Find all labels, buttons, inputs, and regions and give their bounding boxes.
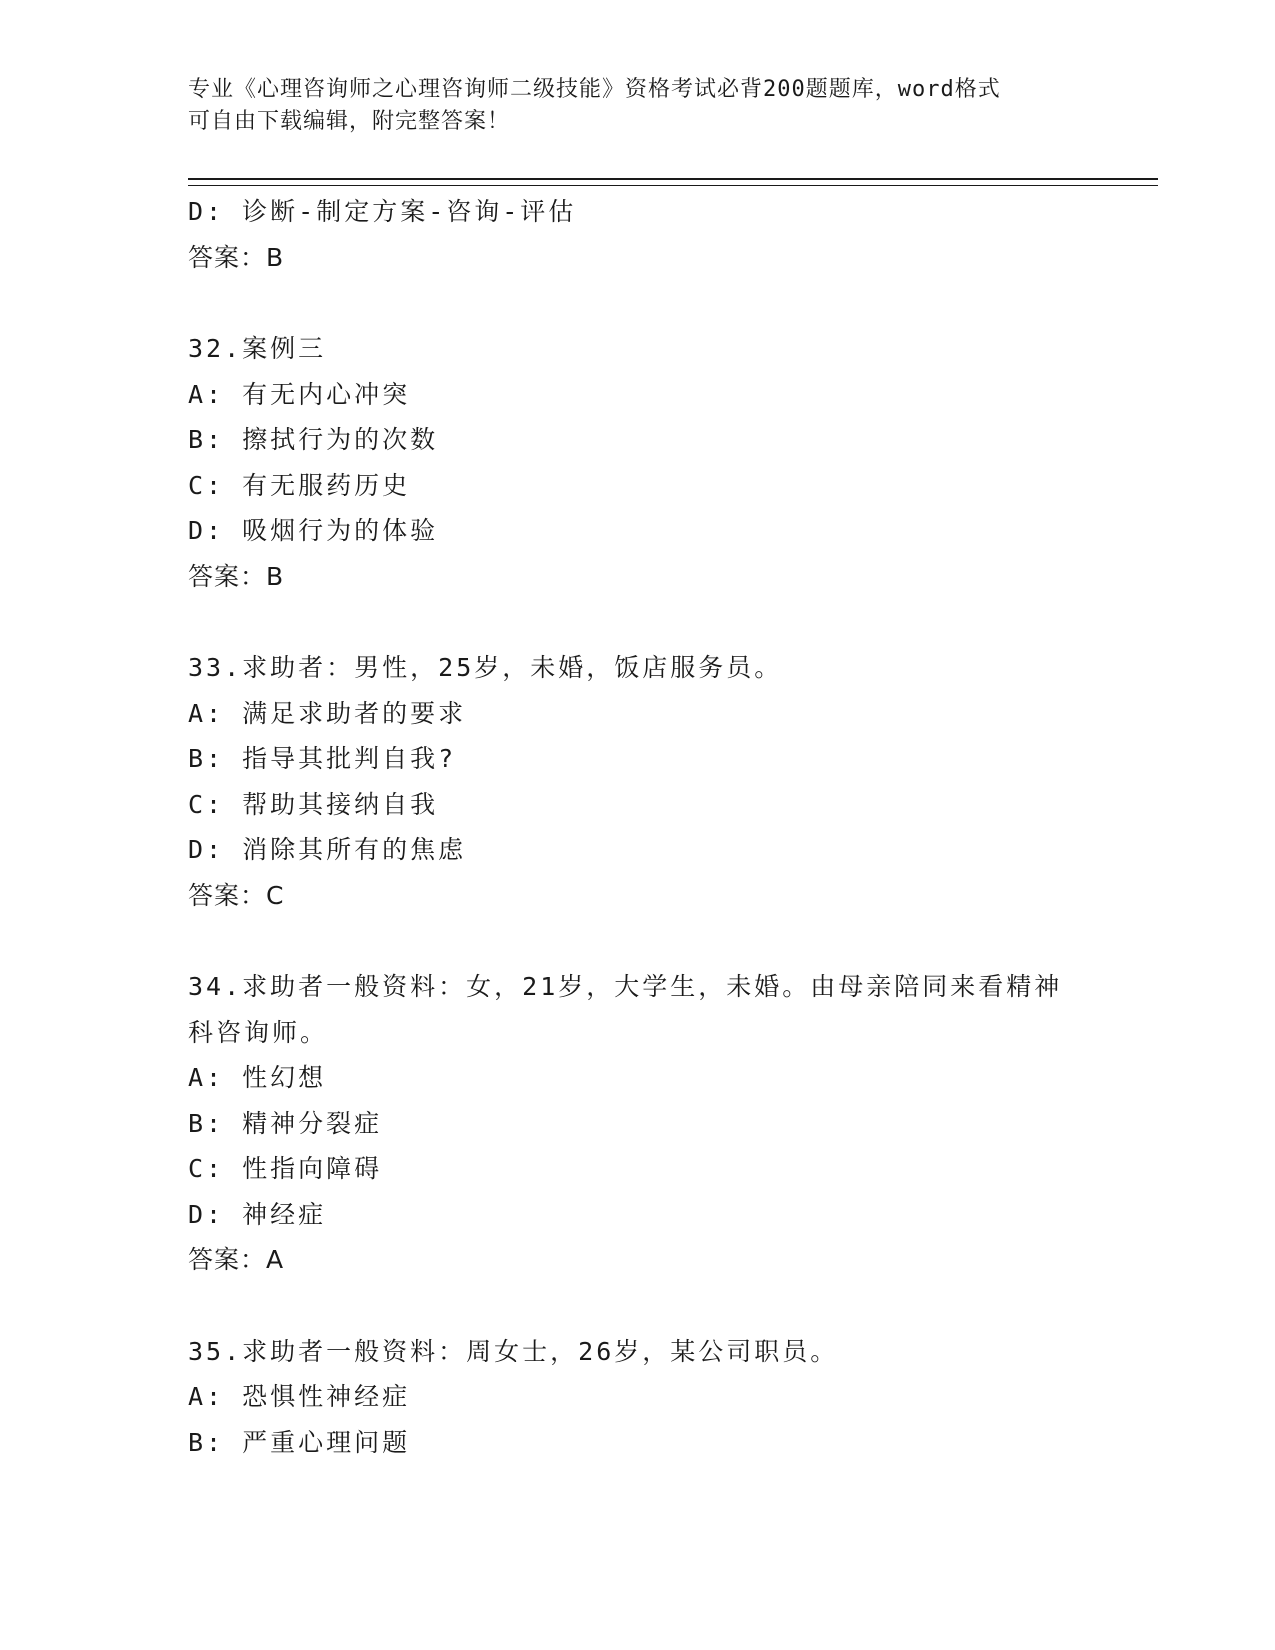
- header-divider: [188, 178, 1158, 186]
- option-c: C: 性指向障碍: [188, 1154, 383, 1183]
- option-a: A: 有无内心冲突: [188, 379, 411, 409]
- question-stem: 35.求助者一般资料：周女士，26岁，某公司职员。: [188, 1336, 839, 1366]
- option-b: B: 精神分裂症: [188, 1108, 383, 1138]
- question-stem: 32.案例三: [188, 334, 327, 363]
- answer-line: 答案：C: [188, 880, 285, 910]
- option-d: D: 吸烟行为的体验: [188, 516, 439, 545]
- question-34: [188, 964, 1088, 1283]
- answer-line: 答案：A: [188, 1245, 285, 1274]
- option-a: A: 性幻想: [188, 1063, 327, 1092]
- spacer: [188, 599, 1088, 645]
- spacer: [188, 1283, 1088, 1329]
- answer-line: 答案：B: [188, 561, 285, 591]
- option-d: D: 诊断-制定方案-咨询-评估: [188, 197, 577, 226]
- option-d: D: 消除其所有的焦虑: [188, 835, 467, 864]
- header-line-2: 可自由下载编辑，附完整答案！: [188, 109, 511, 134]
- question-list: [188, 189, 1088, 1465]
- header-line-1: 专业《心理咨询师之心理咨询师二级技能》资格考试必背200题题库，word格式: [188, 77, 1001, 102]
- question-stem-line-2: 科咨询师。: [188, 1017, 329, 1047]
- question-32: [188, 326, 1088, 599]
- option-b: B: 指导其批判自我?: [188, 744, 457, 773]
- answer-line: 答案：B: [188, 242, 285, 272]
- question-stem: 33.求助者：男性，25岁，未婚，饭店服务员。: [188, 653, 783, 682]
- spacer: [188, 918, 1088, 964]
- document-header: [188, 74, 1088, 138]
- option-b: B: 严重心理问题: [188, 1427, 411, 1457]
- option-d: D: 神经症: [188, 1199, 327, 1229]
- option-b: B: 擦拭行为的次数: [188, 425, 439, 454]
- question-33: [188, 645, 1088, 918]
- option-c: C: 帮助其接纳自我: [188, 789, 439, 819]
- spacer: [188, 280, 1088, 326]
- question-35: [188, 1329, 1088, 1466]
- option-a: A: 满足求助者的要求: [188, 698, 467, 728]
- option-a: A: 恐惧性神经症: [188, 1382, 411, 1411]
- question-stem-line-1: 34.求助者一般资料：女，21岁，大学生，未婚。由母亲陪同来看精神: [188, 972, 1063, 1001]
- option-c: C: 有无服药历史: [188, 470, 411, 500]
